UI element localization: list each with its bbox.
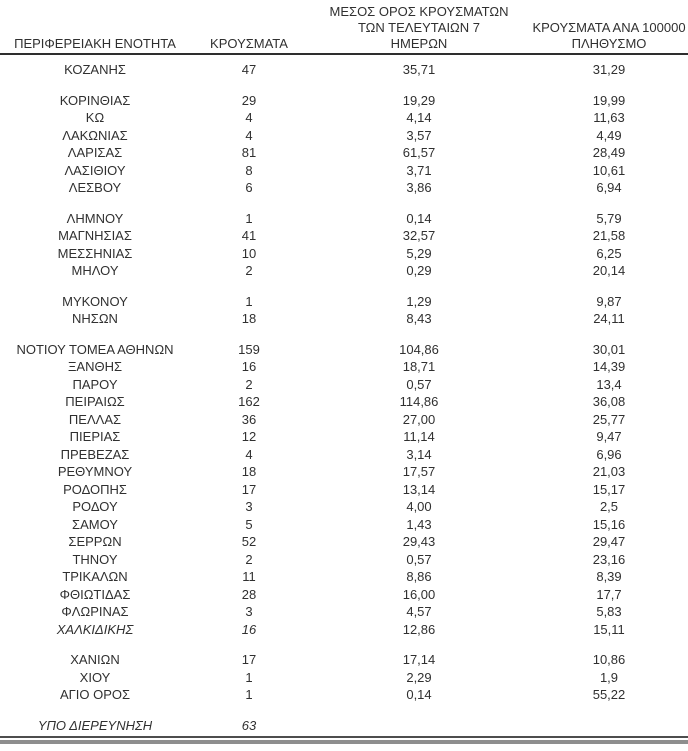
cell-per100k: 6,94 xyxy=(596,180,622,196)
table-row xyxy=(0,411,688,429)
cell-per100k: 17,7 xyxy=(596,586,622,602)
cell-cases: 3 xyxy=(245,499,253,515)
cell-per100k: 55,22 xyxy=(592,687,626,703)
cell-cases: 4 xyxy=(245,110,253,126)
cell-per100k: 9,87 xyxy=(596,293,622,309)
cell-region: ΡΟΔΟΠΗΣ xyxy=(63,481,127,497)
cell-cases: 18 xyxy=(241,311,257,327)
cell-region: ΠΕΛΛΑΣ xyxy=(68,411,122,427)
table-row xyxy=(0,310,688,328)
cell-avg7: 104,86 xyxy=(399,341,439,357)
cell-cases: 3 xyxy=(245,604,253,620)
table-bottom-thin-rule xyxy=(0,736,688,738)
cell-avg7: 3,57 xyxy=(406,127,432,143)
cell-region: ΚΟΖΑΝΗΣ xyxy=(64,62,126,78)
cell-avg7: 1,29 xyxy=(406,293,432,309)
row-spacer xyxy=(0,704,688,717)
cell-avg7: 19,29 xyxy=(402,92,436,108)
cell-per100k: 8,39 xyxy=(596,569,622,585)
cell-per100k: 10,86 xyxy=(592,652,626,668)
cell-per100k: 15,17 xyxy=(592,481,626,497)
cell-avg7: 5,29 xyxy=(406,245,432,261)
header-regional-unit: ΠΕΡΙΦΕΡΕΙΑΚΗ ΕΝΟΤΗΤΑ xyxy=(14,36,176,51)
cell-region: ΜΗΛΟΥ xyxy=(71,263,119,279)
cell-per100k: 5,79 xyxy=(596,210,622,226)
cell-per100k: 19,99 xyxy=(592,92,626,108)
table-row xyxy=(0,603,688,621)
cell-region: ΦΘΙΩΤΙΔΑΣ xyxy=(59,586,131,602)
cell-cases: 6 xyxy=(245,180,253,196)
table-row xyxy=(0,109,688,127)
cell-per100k: 36,08 xyxy=(592,394,626,410)
cell-per100k: 6,25 xyxy=(596,245,622,261)
cell-avg7: 0,29 xyxy=(406,263,432,279)
cell-avg7: 0,14 xyxy=(406,210,432,226)
cell-per100k: 15,16 xyxy=(592,516,626,532)
cell-cases: 2 xyxy=(245,263,253,279)
cell-per100k: 25,77 xyxy=(592,411,626,427)
table-row xyxy=(0,341,688,359)
cell-cases: 5 xyxy=(245,516,253,532)
cell-per100k: 23,16 xyxy=(592,551,626,567)
cell-cases: 16 xyxy=(241,621,257,637)
cell-cases: 4 xyxy=(245,446,253,462)
table-row xyxy=(0,568,688,586)
cell-region: ΞΑΝΘΗΣ xyxy=(67,359,123,375)
cell-region: ΤΗΝΟΥ xyxy=(72,551,118,567)
cell-avg7: 3,86 xyxy=(406,180,432,196)
cell-region: ΠΕΙΡΑΙΩΣ xyxy=(65,394,125,410)
table-row xyxy=(0,669,688,687)
cell-cases: 159 xyxy=(238,341,260,357)
header-7day-average-line2: ΤΩΝ ΤΕΛΕΥΤΑΙΩΝ 7 xyxy=(357,20,481,35)
cell-avg7: 3,14 xyxy=(406,446,432,462)
cell-avg7: 114,86 xyxy=(399,394,439,410)
row-spacer xyxy=(0,638,688,651)
table-row xyxy=(0,376,688,394)
cell-avg7: 17,57 xyxy=(402,464,436,480)
cell-region: ΜΕΣΣΗΝΙΑΣ xyxy=(57,245,133,261)
cell-avg7: 4,00 xyxy=(406,499,432,515)
cell-avg7: 0,57 xyxy=(406,376,432,392)
table-row xyxy=(0,144,688,162)
cell-region: ΛΗΜΝΟΥ xyxy=(66,210,124,226)
table-row xyxy=(0,92,688,110)
cell-cases: 1 xyxy=(245,687,253,703)
cell-cases: 8 xyxy=(245,162,253,178)
table-row xyxy=(0,481,688,499)
table-row xyxy=(0,586,688,604)
table-row xyxy=(0,61,688,79)
cell-avg7: 4,14 xyxy=(406,110,432,126)
cell-cases: 10 xyxy=(241,245,257,261)
cell-region: ΡΟΔΟΥ xyxy=(72,499,118,515)
cell-region: ΚΟΡΙΝΘΙΑΣ xyxy=(59,92,131,108)
cell-avg7: 11,14 xyxy=(403,429,435,445)
cell-avg7: 32,57 xyxy=(402,228,436,244)
table-row xyxy=(0,227,688,245)
cell-avg7: 8,86 xyxy=(406,569,432,585)
table-row xyxy=(0,463,688,481)
cell-per100k: 28,49 xyxy=(592,145,626,161)
cell-region: ΠΡΕΒΕΖΑΣ xyxy=(60,446,130,462)
cell-per100k: 13,4 xyxy=(596,376,622,392)
row-spacer xyxy=(0,328,688,341)
cell-avg7: 16,00 xyxy=(402,586,436,602)
cell-per100k: 5,83 xyxy=(596,604,622,620)
table-row xyxy=(0,358,688,376)
table-row xyxy=(0,551,688,569)
cell-cases: 2 xyxy=(245,551,253,567)
cell-per100k: 30,01 xyxy=(592,341,626,357)
cell-per100k: 1,9 xyxy=(599,669,619,685)
cell-avg7: 17,14 xyxy=(402,652,436,668)
header-7day-average xyxy=(308,4,530,52)
table-row xyxy=(0,717,688,735)
cell-cases: 1 xyxy=(245,669,253,685)
cell-region: ΛΑΣΙΘΙΟΥ xyxy=(64,162,126,178)
header-7day-average-line1: ΜΕΣΟΣ ΟΡΟΣ ΚΡΟΥΣΜΑΤΩΝ xyxy=(329,4,509,19)
cell-avg7: 27,00 xyxy=(402,411,436,427)
table-row xyxy=(0,393,688,411)
cell-per100k: 10,61 xyxy=(592,162,626,178)
cell-avg7: 1,43 xyxy=(406,516,432,532)
cell-region: ΠΙΕΡΙΑΣ xyxy=(69,429,121,445)
cell-cases: 28 xyxy=(241,586,257,602)
table-row xyxy=(0,262,688,280)
table-row xyxy=(0,686,688,704)
header-7day-average-line3: ΗΜΕΡΩΝ xyxy=(390,36,448,51)
cell-cases: 1 xyxy=(245,293,253,309)
cell-per100k: 4,49 xyxy=(596,127,622,143)
cell-region: ΝΗΣΩΝ xyxy=(72,311,118,327)
cell-avg7: 29,43 xyxy=(402,534,436,550)
table-row xyxy=(0,651,688,669)
cell-region: ΚΩ xyxy=(85,110,105,126)
table-row xyxy=(0,428,688,446)
cell-per100k: 2,5 xyxy=(599,499,619,515)
cell-region: ΑΓΙΟ ΟΡΟΣ xyxy=(59,687,131,703)
cell-per100k: 6,96 xyxy=(596,446,622,462)
cell-per100k: 21,03 xyxy=(592,464,626,480)
cell-region: ΧΑΛΚΙΔΙΚΗΣ xyxy=(56,621,134,637)
cell-cases: 47 xyxy=(241,62,257,78)
table-row xyxy=(0,621,688,639)
header-cases-per-100k xyxy=(530,20,688,52)
cell-cases: 63 xyxy=(241,717,257,733)
cell-cases: 52 xyxy=(241,534,257,550)
cell-cases: 41 xyxy=(241,228,257,244)
cell-avg7: 18,71 xyxy=(402,359,436,375)
table-header xyxy=(0,4,688,55)
table-row xyxy=(0,179,688,197)
cell-cases: 16 xyxy=(241,359,257,375)
cell-region: ΤΡΙΚΑΛΩΝ xyxy=(62,569,128,585)
cell-region: ΛΕΣΒΟΥ xyxy=(68,180,122,196)
cell-avg7: 0,14 xyxy=(406,687,432,703)
cell-region: ΛΑΡΙΣΑΣ xyxy=(67,145,123,161)
table-row xyxy=(0,127,688,145)
row-spacer xyxy=(0,79,688,92)
table-row xyxy=(0,498,688,516)
cell-avg7: 2,29 xyxy=(406,669,432,685)
table-row xyxy=(0,516,688,534)
cell-cases: 12 xyxy=(241,429,257,445)
cell-per100k: 21,58 xyxy=(592,228,626,244)
cell-cases: 29 xyxy=(241,92,257,108)
cell-region: ΣΕΡΡΩΝ xyxy=(68,534,122,550)
cell-region: ΡΕΘΥΜΝΟΥ xyxy=(57,464,133,480)
cell-region: ΣΑΜΟΥ xyxy=(72,516,118,532)
cell-cases: 17 xyxy=(241,652,257,668)
cell-avg7: 35,71 xyxy=(402,62,436,78)
table-row xyxy=(0,533,688,551)
cell-cases: 11 xyxy=(242,569,256,585)
cell-cases: 162 xyxy=(238,394,260,410)
cell-region: ΜΑΓΝΗΣΙΑΣ xyxy=(58,228,132,244)
cell-region: ΦΛΩΡΙΝΑΣ xyxy=(61,604,129,620)
header-cases-per-100k-line1: ΚΡΟΥΣΜΑΤΑ ΑΝΑ 100000 xyxy=(532,20,686,35)
cell-cases: 4 xyxy=(245,127,253,143)
table-row xyxy=(0,293,688,311)
cell-region: ΧΙΟΥ xyxy=(79,669,111,685)
cell-cases: 2 xyxy=(245,376,253,392)
cell-region: ΧΑΝΙΩΝ xyxy=(70,652,120,668)
cell-region: ΝΟΤΙΟΥ ΤΟΜΕΑ ΑΘΗΝΩΝ xyxy=(16,341,174,357)
cell-region: ΛΑΚΩΝΙΑΣ xyxy=(62,127,128,143)
cell-cases: 1 xyxy=(245,210,253,226)
cell-per100k: 29,47 xyxy=(592,534,626,550)
table-row xyxy=(0,162,688,180)
cell-per100k: 31,29 xyxy=(592,62,626,78)
row-spacer xyxy=(0,280,688,293)
table-bottom-thick-bar xyxy=(0,740,688,744)
cell-per100k: 14,39 xyxy=(592,359,626,375)
table-body xyxy=(0,55,688,734)
header-cases: ΚΡΟΥΣΜΑΤΑ xyxy=(210,36,288,51)
table-row xyxy=(0,446,688,464)
cell-avg7: 3,71 xyxy=(406,162,432,178)
cell-region: ΥΠΟ ΔΙΕΡΕΥΝΗΣΗ xyxy=(37,717,153,733)
cell-region: ΠΑΡΟΥ xyxy=(72,376,118,392)
cell-avg7: 0,57 xyxy=(406,551,432,567)
cell-avg7: 8,43 xyxy=(406,311,432,327)
cell-per100k: 9,47 xyxy=(596,429,622,445)
cell-avg7: 12,86 xyxy=(402,621,436,637)
cell-avg7: 4,57 xyxy=(406,604,432,620)
cell-region: ΜΥΚΟΝΟΥ xyxy=(62,293,128,309)
cell-per100k: 20,14 xyxy=(592,263,626,279)
cell-cases: 17 xyxy=(241,481,257,497)
cell-avg7: 13,14 xyxy=(402,481,436,497)
cell-per100k: 24,11 xyxy=(593,311,625,327)
table-row xyxy=(0,210,688,228)
cell-cases: 81 xyxy=(241,145,257,161)
row-spacer xyxy=(0,197,688,210)
cell-per100k: 11,63 xyxy=(593,110,625,126)
cell-per100k: 15,11 xyxy=(593,621,625,637)
table-row xyxy=(0,245,688,263)
cell-cases: 36 xyxy=(241,411,257,427)
header-cases-per-100k-line2: ΠΛΗΘΥΣΜΟ xyxy=(571,36,647,51)
cell-cases: 18 xyxy=(241,464,257,480)
cell-avg7: 61,57 xyxy=(402,145,436,161)
